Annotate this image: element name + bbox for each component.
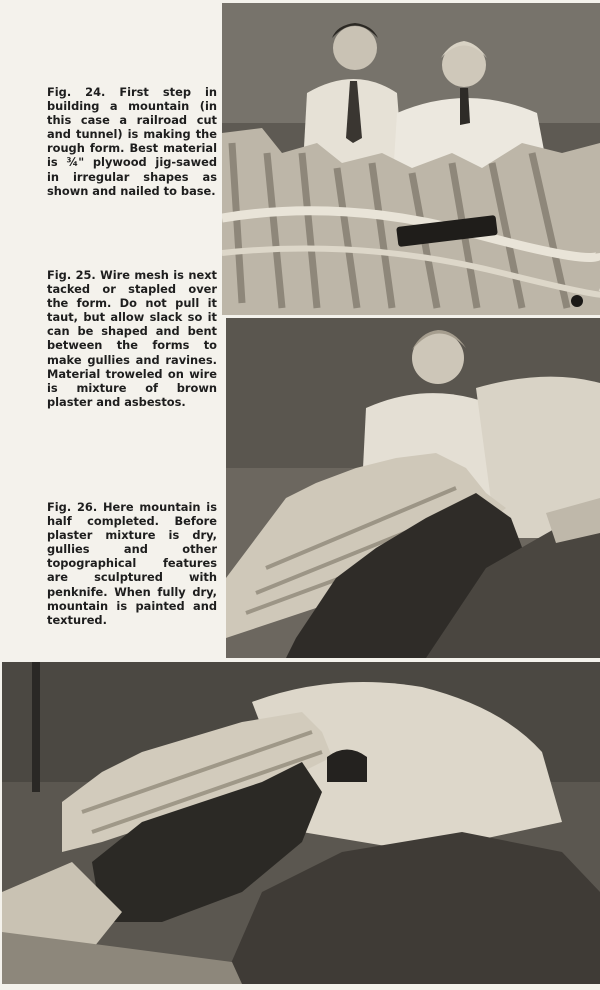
photo-fig-24 (222, 3, 600, 315)
caption-fig-26: Fig. 26. Here mountain is half completed. Before plaster mixture is dry, gullies and other topographical features are sculptured with penknife. When fully dry, mountain is painted and textured. (47, 500, 217, 627)
photo-fig-26 (2, 662, 600, 984)
photo-fig-25 (226, 318, 600, 658)
caption-fig-24: Fig. 24. First step in building a mountain (in this case a railroad cut and tunnel) is making the rough form. Best material is ¾" plywood jig-sawed in irregular shapes as shown and nailed to base. (47, 85, 217, 198)
caption-fig-25: Fig. 25. Wire mesh is next tacked or stapled over the form. Do not pull it taut, but allow slack so it can be shaped and bent between the forms to make gullies and ravines. Material troweled on wire is mixture of brown plaster and asbestos. (47, 268, 217, 409)
